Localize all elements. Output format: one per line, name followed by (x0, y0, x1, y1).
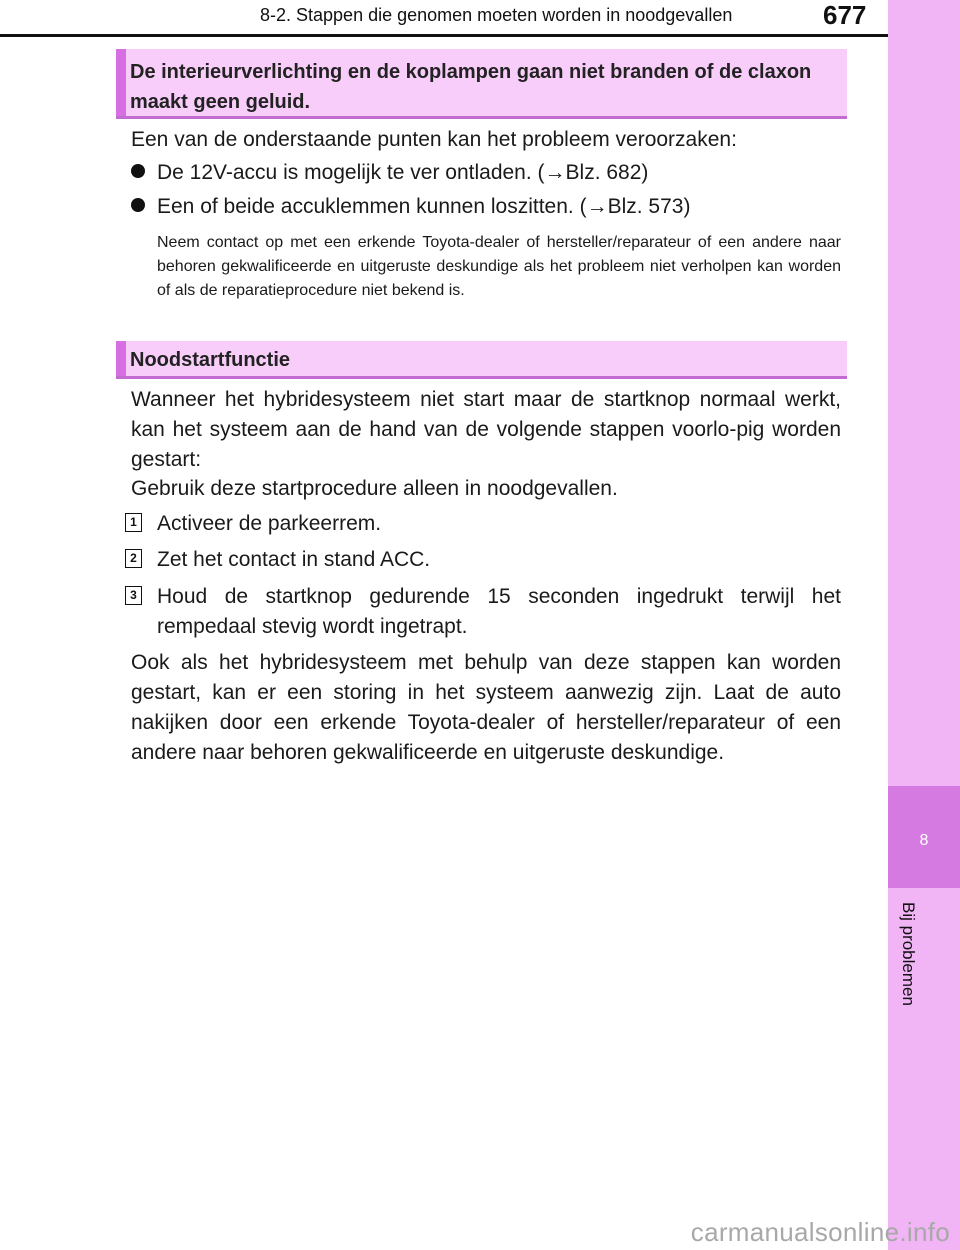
section1-intro: Een van de onderstaande punten kan het probleem veroorzaken: (131, 128, 737, 151)
step-text: Activeer de parkeerrem. (157, 512, 382, 535)
step-number-badge: 1 (125, 513, 142, 532)
bullet-item (131, 158, 648, 188)
header-rule (0, 34, 888, 37)
step-number-badge: 3 (125, 586, 142, 605)
section2-closing: Ook als het hybridesysteem met behulp van deze stappen kan worden gestart, kan er een storing in het systeem aanwezig zijn. Laat de auto nakijken door een erkende Toyota-dealer of hersteller/reparateur of een andere naar behoren gekwalificeerde en uitgeruste deskundige. (131, 651, 841, 764)
bullet-text: Een of beide accuklemmen kunnen loszitten. (→Blz. 573) (157, 195, 691, 218)
section1-note: Neem contact op met een erkende Toyota-dealer of hersteller/reparateur of een andere naar behoren gekwalificeerde en uitgeruste deskundige als het probleem niet verholpen kan worden of als de reparatieprocedure niet bekend is. (157, 234, 841, 299)
section-heading-lights (116, 49, 847, 119)
step-number-badge: 2 (125, 549, 142, 568)
side-chapter-title: Bij problemen (899, 902, 918, 1006)
step-text: Houd de startknop gedurende 15 seconden ingedrukt terwijl het rempedaal stevig wordt ingetrapt. (157, 585, 841, 638)
bullet-dot-icon (131, 164, 145, 178)
bullet-item (131, 192, 690, 222)
section-heading-noodstart (116, 341, 847, 379)
header-title: 8-2. Stappen die genomen moeten worden in noodgevallen (260, 5, 733, 25)
side-tab (888, 0, 960, 1250)
section2-warning: Gebruik deze startprocedure alleen in noodgevallen. (131, 477, 618, 500)
bullet-dot-icon (131, 198, 145, 212)
page-number: 677 (823, 0, 867, 30)
page-header (0, 0, 888, 38)
watermark: carmanualsonline.info (690, 1217, 950, 1247)
section-title-lights: De interieurverlichting en de koplampen gaan niet branden of de claxon maakt geen geluid. (130, 61, 812, 113)
side-chapter-number: 8 (919, 832, 929, 849)
step-text: Zet het contact in stand ACC. (157, 548, 431, 571)
section-title-noodstart: Noodstartfunctie (130, 349, 290, 371)
section2-intro: Wanneer het hybridesysteem niet start maar de startknop normaal werkt, kan het systeem aan de hand van de volgende stappen voorlo-pig worden gestart: (131, 388, 841, 471)
bullet-text: De 12V-accu is mogelijk te ver ontladen. (→Blz. 682) (157, 161, 649, 184)
